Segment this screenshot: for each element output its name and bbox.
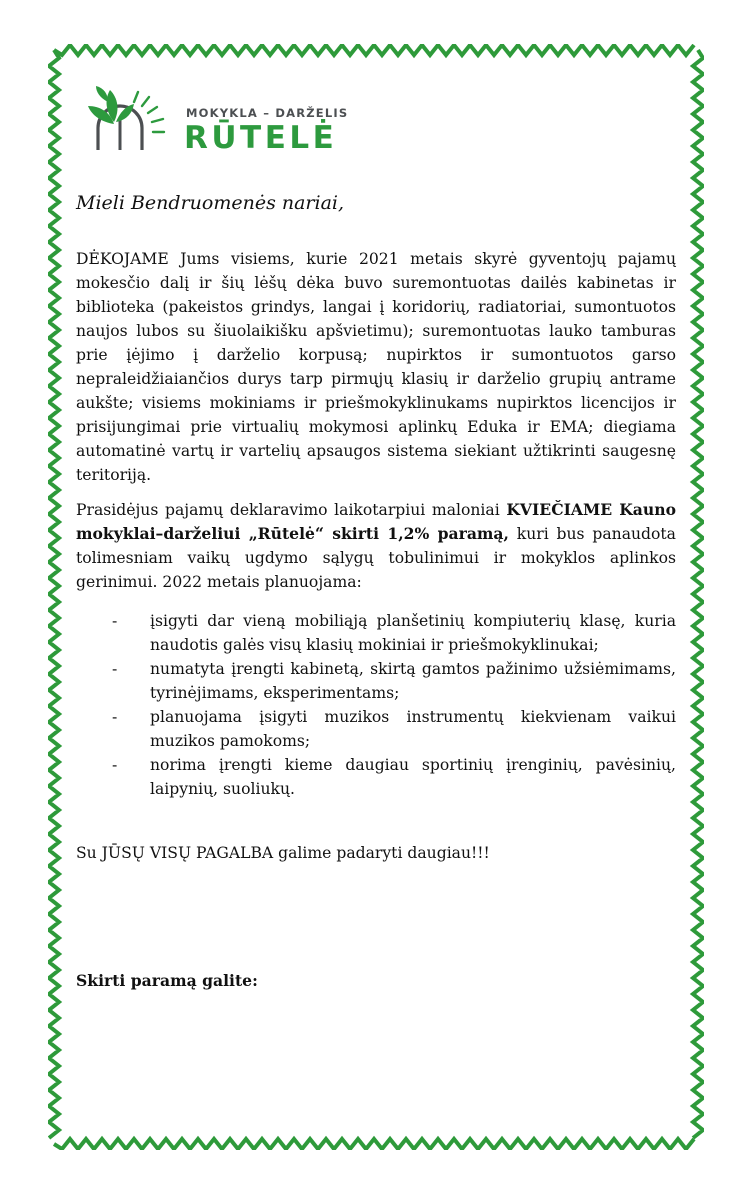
- bullet-dash: -: [112, 756, 118, 774]
- bullet-dash: -: [112, 612, 118, 630]
- list-item-text: norima įrengti kieme daugiau sportinių įrenginių, pavėsinių, laipynių, suoliukų.: [150, 756, 676, 798]
- border-zigzag-edge: [49, 50, 59, 1138]
- letter-body: [76, 190, 676, 993]
- list-item-text: planuojama įsigyti muzikos instrumentų kiekvienam vaikui muzikos pamokoms;: [150, 708, 676, 750]
- border-zigzag-edge: [54, 1139, 694, 1149]
- logo-subtitle: MOKYKLA – DARŽELIS: [186, 106, 349, 120]
- border-zigzag-edge: [54, 45, 694, 55]
- list-item: [76, 753, 676, 801]
- list-item-text: numatyta įrengti kabinetą, skirtą gamtos pažinimo užsiėmimams, tyrinėjimams, eksperimentams;: [150, 660, 676, 702]
- closing-line: Su JŪSŲ VISŲ PAGALBA galime padaryti daugiau!!!: [76, 844, 490, 862]
- list-item: [76, 657, 676, 705]
- invitation-emphasis: KVIEČIAME Kauno mokyklai–darželiui „Rūtelė“ skirti 1,2% paramą,: [76, 500, 676, 543]
- greeting: Mieli Bendruomenės nariai,: [76, 192, 345, 214]
- list-item: [76, 609, 676, 657]
- invitation-rest: kuri bus panaudota tolimesniam vaikų ugdymo sąlygų tobulinimui ir mokyklos aplinkos gerinimui. 2022 metais planuojama:: [76, 525, 676, 591]
- bullet-dash: -: [112, 708, 118, 726]
- list-item: [76, 705, 676, 753]
- donate-heading: Skirti paramą galite:: [76, 971, 258, 990]
- thanks-paragraph: DĖKOJAME Jums visiems, kurie 2021 metais skyrė gyventojų pajamų mokesčio dalį ir šių lėšų dėka buvo suremontuotas dailės kabinetas ir biblioteka (pakeistos grindys, langai į koridorių, radiatoriai, sumontuotos naujos lubos su šiuolaikišku apšvietimu); suremontuotas lauko tamburas prie įėjimo į darželio korpusą; nupirktos ir sumontuotos garso nepraleidžiaiančios durys tarp pirmųjų klasių ir darželio grupių antrame aukšte; visiems mokiniams ir priešmokyklinukams nupirktos licencijos ir prisijungimai prie virtualių mokymosi aplinkų Eduka ir EMA; diegiama automatinė vartų ir vartelių apsaugos sistema siekiant užtikrinti saugesnę teritoriją.: [76, 250, 676, 484]
- logo-name: RŪTELĖ: [184, 120, 338, 156]
- invitation-intro: Prasidėjus pajamų deklaravimo laikotarpiui maloniai: [76, 501, 500, 519]
- bullet-dash: -: [112, 660, 118, 678]
- border-zigzag-edge: [693, 50, 703, 1138]
- list-item-text: įsigyti dar vieną mobiliąją planšetinių kompiuterių klasę, kuria naudotis galės visų klasių mokiniai ir priešmokyklinukai;: [150, 612, 676, 654]
- plans-list: [76, 609, 676, 801]
- invitation-paragraph: [76, 498, 676, 594]
- logo-emblem-icon: [84, 82, 180, 162]
- school-logo: [84, 82, 354, 162]
